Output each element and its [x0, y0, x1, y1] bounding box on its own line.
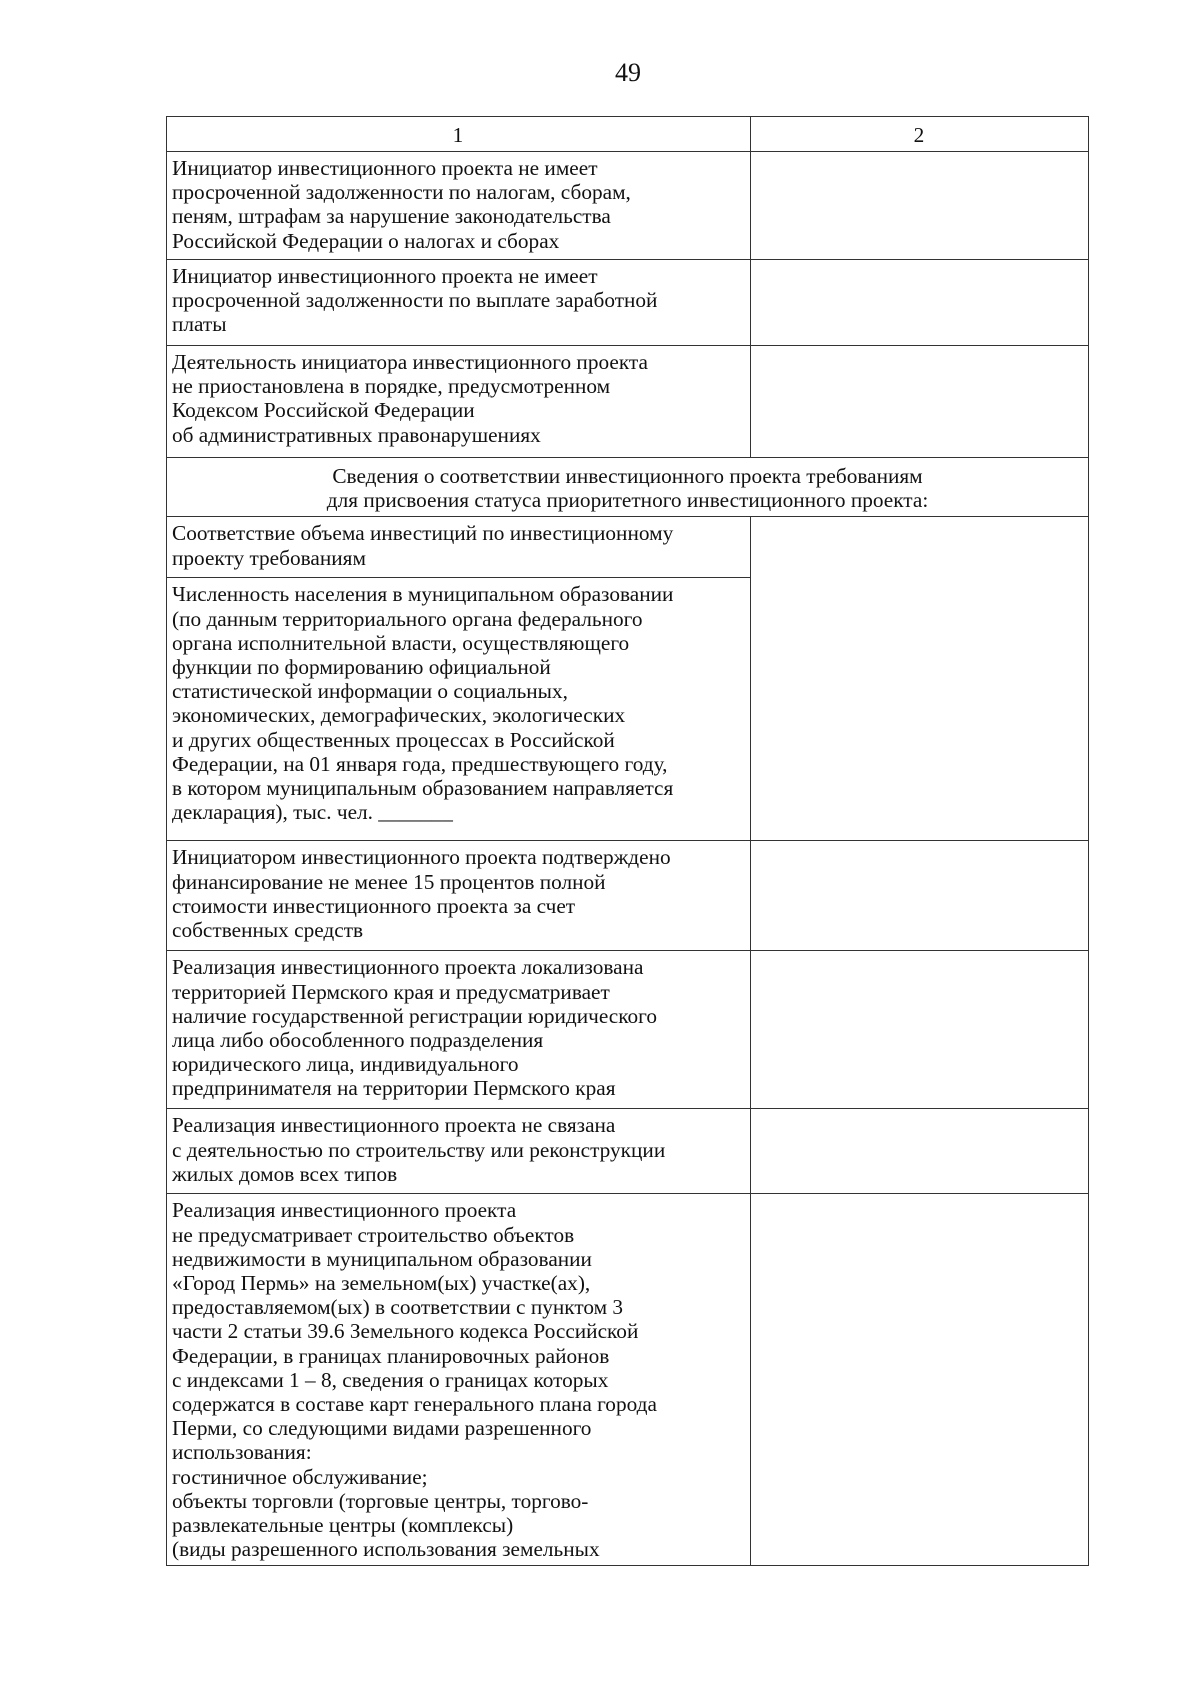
row-value-no-salary-debt [751, 260, 1089, 346]
row-label-no-tax-debt: Инициатор инвестиционного проекта не имеет просроченной задолженности по налогам, сборам, пеням, штрафам за нарушение законодательства Российской Федерации о налогах и сборах [167, 152, 751, 260]
table-row [167, 841, 1089, 951]
table-row [167, 517, 1089, 578]
row-value-investment-volume [751, 517, 1089, 841]
row-label-population: Численность населения в муниципальном образовании (по данным территориального органа федерального органа исполнительной власти, осуществляющего функции по формированию официальной статистической информации о социальных, экономических, демографических, экологических и других общественных процессах в Российской Федерации, на 01 января года, предшествующего году, в котором муниципальным образованием направляется декларация), тыс. чел. _______ [167, 578, 751, 841]
row-value-no-housing-construction [751, 1109, 1089, 1194]
table-row [167, 1109, 1089, 1194]
row-value-own-funding [751, 841, 1089, 951]
row-value-localization [751, 951, 1089, 1109]
section-title: Сведения о соответствии инвестиционного проекта требованиям для присвоения статуса приоритетного инвестиционного проекта: [167, 458, 1089, 517]
row-label-investment-volume: Соответствие объема инвестиций по инвестиционному проекту требованиям [167, 517, 751, 578]
table-row [167, 152, 1089, 260]
table-row [167, 260, 1089, 346]
declaration-table [166, 116, 1089, 1566]
row-label-no-housing-construction: Реализация инвестиционного проекта не связана с деятельностью по строительству или реконструкции жилых домов всех типов [167, 1109, 751, 1194]
row-label-no-real-estate-perm: Реализация инвестиционного проекта не предусматривает строительство объектов недвижимости в муниципальном образовании «Город Пермь» на земельном(ых) участке(ах), предоставляемом(ых) в соответствии с пунктом 3 части 2 статьи 39.6 Земельного кодекса Российской Федерации, в границах планировочных районов с индексами 1 – 8, сведения о границах которых содержатся в составе карт генерального плана города Перми, со следующими видами разрешенного использования: гостиничное обслуживание; объекты торговли (торговые центры, торгово- развлекательные центры (комплексы) (виды разрешенного использования земельных [167, 1194, 751, 1566]
row-label-no-salary-debt: Инициатор инвестиционного проекта не имеет просроченной задолженности по выплате заработной платы [167, 260, 751, 346]
section-row [167, 458, 1089, 517]
table-row [167, 346, 1089, 458]
row-label-localization: Реализация инвестиционного проекта локализована территорией Пермского края и предусматривает наличие государственной регистрации юридического лица либо обособленного подразделения юридического лица, индивидуального предпринимателя на территории Пермского края [167, 951, 751, 1109]
column-header-2: 2 [751, 117, 1089, 152]
table-row [167, 951, 1089, 1109]
row-label-own-funding: Инициатором инвестиционного проекта подтверждено финансирование не менее 15 процентов полной стоимости инвестиционного проекта за счет собственных средств [167, 841, 751, 951]
row-value-not-suspended [751, 346, 1089, 458]
column-header-1: 1 [167, 117, 751, 152]
table-header-row [167, 117, 1089, 152]
row-value-no-real-estate-perm [751, 1194, 1089, 1566]
row-value-no-tax-debt [751, 152, 1089, 260]
table-row [167, 1194, 1089, 1566]
row-label-not-suspended: Деятельность инициатора инвестиционного проекта не приостановлена в порядке, предусмотренном Кодексом Российской Федерации об административных правонарушениях [167, 346, 751, 458]
page-number: 49 [615, 58, 641, 87]
